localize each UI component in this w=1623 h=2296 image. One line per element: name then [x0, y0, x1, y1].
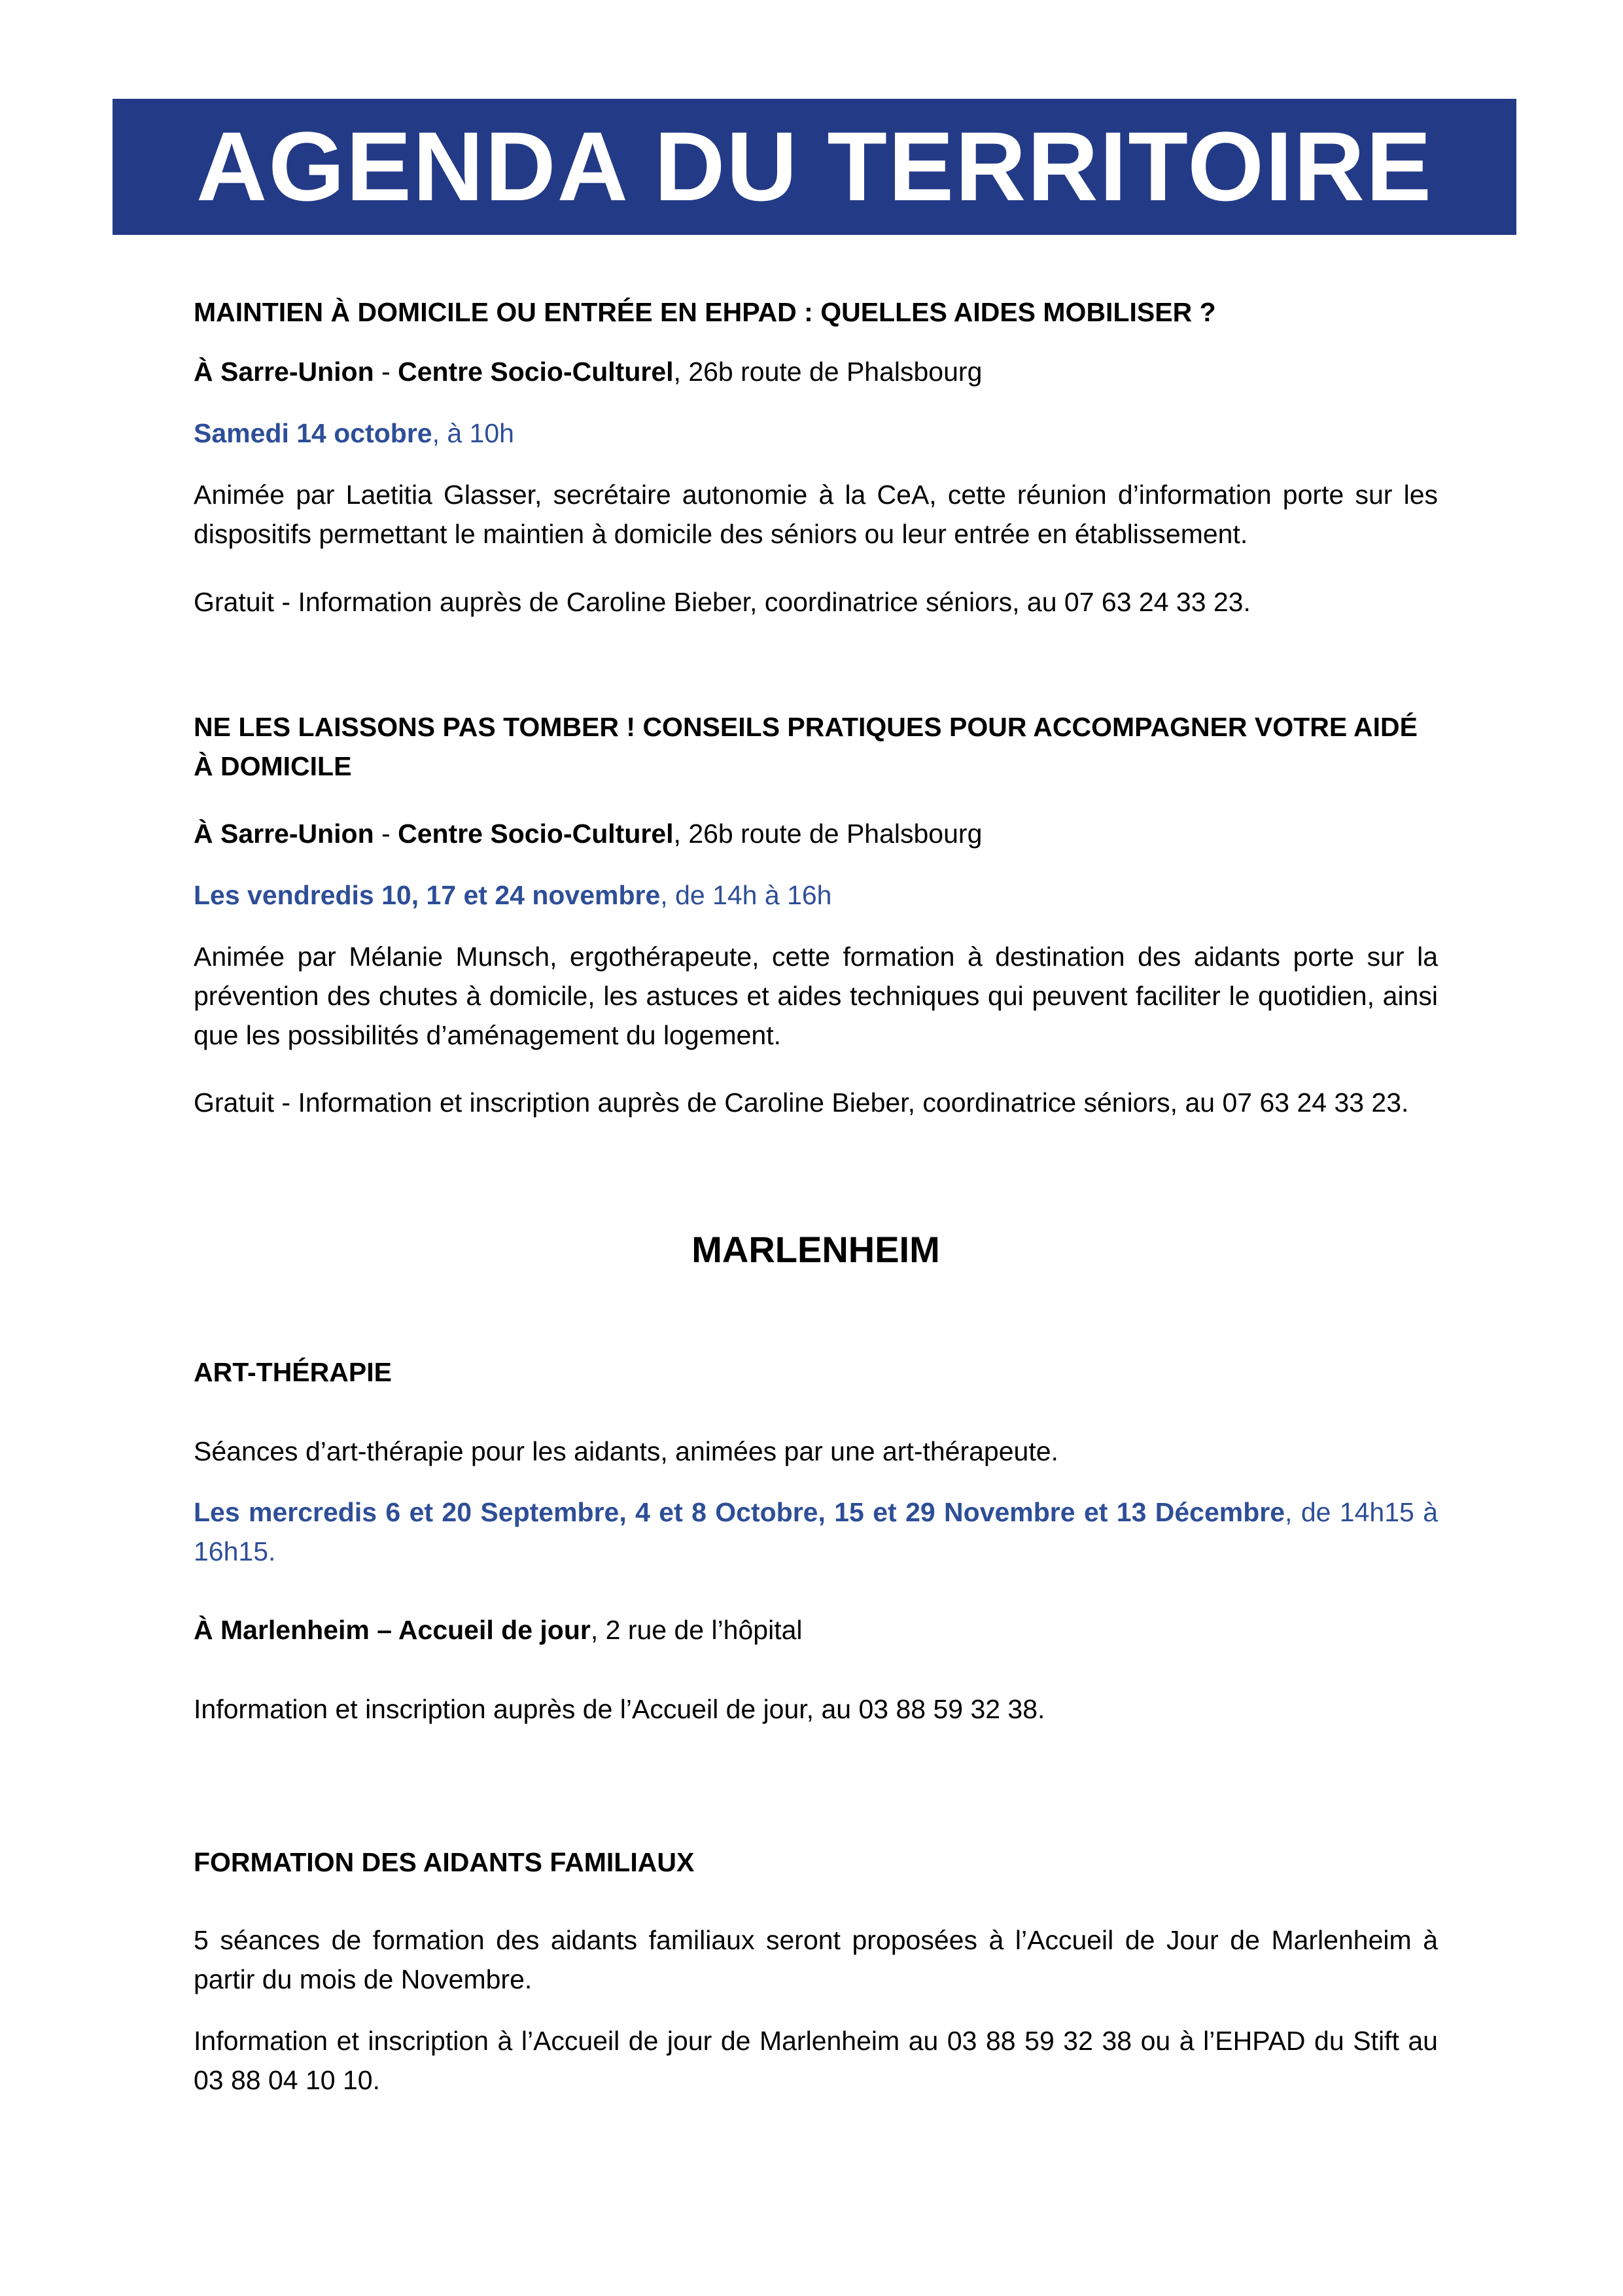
event2-info: Gratuit - Information et inscription auprès de Caroline Bieber, coordinatrice séniors, au 07 63 24 33 23.: [194, 1087, 1409, 1118]
event1-title: MAINTIEN À DOMICILE OU ENTRÉE EN EHPAD : QUELLES AIDES MOBILISER ?: [194, 297, 1216, 327]
event3-location-venue: Accueil de jour: [398, 1615, 591, 1645]
event1-info: Gratuit - Information auprès de Caroline Bieber, coordinatrice séniors, au 07 63 24 33 23.: [194, 587, 1251, 617]
event1-date-time: , à 10h: [432, 418, 514, 448]
event4-info: Information et inscription à l’Accueil de jour de Marlenheim au 03 88 59 32 38 ou à l’EHPAD du Stift au 03 88 04 10 10.: [194, 2026, 1438, 2095]
event2-title: NE LES LAISSONS PAS TOMBER ! CONSEILS PRATIQUES POUR ACCOMPAGNER VOTRE AIDÉ À DOMICILE: [194, 712, 1418, 781]
event1-description: Animée par Laetitia Glasser, secrétaire autonomie à la CeA, cette réunion d’information porte sur les dispositifs permettant le maintien à domicile des séniors ou leur entrée en établissement.: [194, 480, 1438, 549]
event2-location-city: À Sarre-Union: [194, 819, 374, 849]
event1-date-days: Samedi 14 octobre: [194, 418, 432, 448]
event3-date-time: , de 14h15 à 16h15.: [194, 1497, 1438, 1566]
event1-location-address: , 26b route de Phalsbourg: [673, 357, 983, 387]
event2-description: Animée par Mélanie Munsch, ergothérapeute, cette formation à destination des aidants porte sur la prévention des chutes à domicile, les astuces et aides techniques qui peuvent faciliter le quotidien, ainsi que les possibilités d’aménagement du logement.: [194, 942, 1438, 1050]
event2-location: [194, 814, 1438, 853]
event2-location-venue: Centre Socio-Culturel: [398, 819, 674, 849]
event3-location-address: , 2 rue de l’hôpital: [590, 1615, 803, 1645]
event3-location: [194, 1610, 1438, 1650]
event3-date: [194, 1492, 1438, 1571]
event1-location-city: À Sarre-Union: [194, 357, 374, 387]
event3-description: Séances d’art-thérapie pour les aidants, animées par une art-thérapeute.: [194, 1436, 1058, 1466]
event3-location-city: À Marlenheim: [194, 1615, 370, 1645]
event3-info: Information et inscription auprès de l’Accueil de jour, au 03 88 59 32 38.: [194, 1694, 1045, 1724]
event2-location-separator: -: [374, 819, 398, 849]
section-city-heading: MARLENHEIM: [691, 1229, 940, 1270]
agenda-banner: [113, 99, 1516, 235]
event2-location-address: , 26b route de Phalsbourg: [673, 819, 983, 849]
event2-date-time: , de 14h à 16h: [660, 880, 832, 910]
event3-title: ART-THÉRAPIE: [194, 1357, 392, 1387]
event1-location-separator: -: [374, 357, 398, 387]
event1-location-venue: Centre Socio-Culturel: [398, 357, 674, 387]
event2-date: [194, 875, 1438, 915]
event3-location-separator: –: [369, 1615, 398, 1645]
event3-date-days: Les mercredis 6 et 20 Septembre, 4 et 8 Octobre, 15 et 29 Novembre et 13 Décembre: [194, 1497, 1285, 1527]
event4-description: 5 séances de formation des aidants familiaux seront proposées à l’Accueil de Jour de Marlenheim à partir du mois de Novembre.: [194, 1925, 1438, 1994]
event1-date: [194, 414, 1438, 453]
event4-title: FORMATION DES AIDANTS FAMILIAUX: [194, 1847, 695, 1877]
event1-location: [194, 352, 1438, 391]
event2-date-days: Les vendredis 10, 17 et 24 novembre: [194, 880, 661, 910]
banner-title: AGENDA DU TERRITOIRE: [196, 111, 1433, 221]
